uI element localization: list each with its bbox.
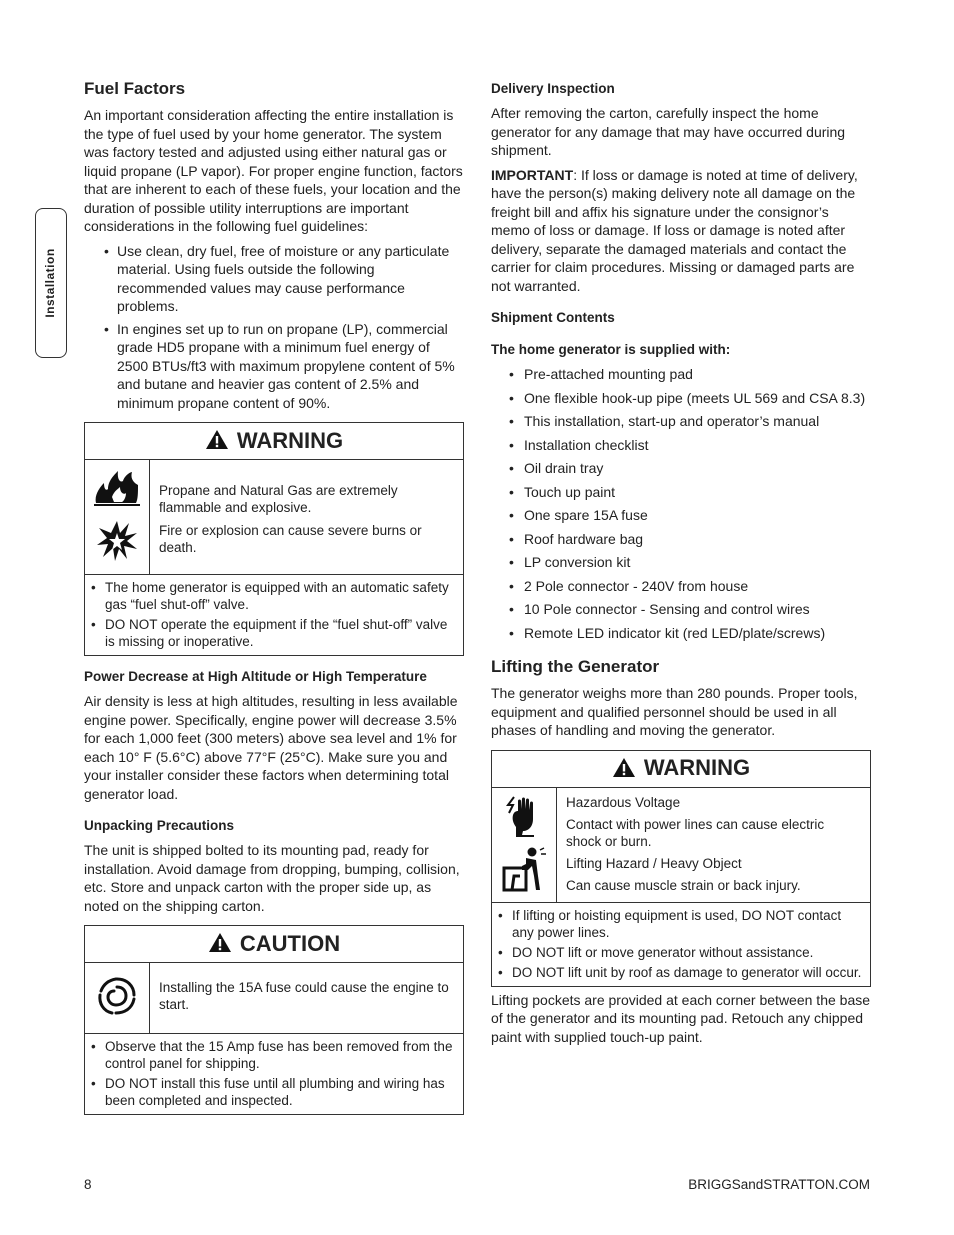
hazard-icons — [85, 460, 150, 574]
fuel-factors-heading: Fuel Factors — [84, 79, 186, 98]
caution-body — [85, 963, 463, 1034]
list-item: • Oil drain tray — [491, 459, 871, 478]
shipment-subheading: The home generator is supplied with: — [491, 342, 731, 357]
caution-label: CAUTION — [239, 930, 341, 956]
important-text: : If loss or damage is noted at time of delivery, have the person(s) making delivery note all damage on the freight bill and affix his signature under the consignor’s memo of loss or damage. If loss or damage is noted after delivery, separate the damaged materials and contact the carrier for claim procedures. Missing or damaged parts are not warranted. — [491, 166, 858, 294]
explosion-icon — [95, 519, 139, 568]
unpacking-text: The unit is shipped bolted to its mounting pad, ready for installation. Avoid damage from dropping, bumping, collision, etc. Store and unpack carton with the proper side up, as noted on the shipping carton. — [84, 842, 460, 914]
warning-message: Contact with power lines can cause electric shock or burn. — [566, 816, 825, 849]
fuel-guidelines-list — [84, 242, 464, 413]
delivery-text: After removing the carton, carefully inspect the home generator for any damage that may have occurred during shipment. — [491, 105, 846, 158]
hazard-icons — [492, 788, 557, 902]
lifting-pockets-text: Lifting pockets are provided at each corner between the base of the generator and its mounting pad. Retouch any chipped paint with supplied touch-up paint. — [491, 991, 871, 1045]
list-item: • Observe that the 15 Amp fuse has been removed from the control panel for shipping. — [85, 1038, 455, 1072]
list-item: • 2 Pole connector - 240V from house — [491, 577, 871, 596]
shipment-heading: Shipment Contents — [491, 310, 615, 325]
lifting-heading: Lifting the Generator — [491, 657, 660, 676]
list-item: • LP conversion kit — [491, 553, 871, 572]
warning-instructions — [492, 903, 870, 986]
list-item: • Remote LED indicator kit (red LED/plate/screws) — [491, 624, 871, 643]
list-item: • One spare 15A fuse — [491, 506, 871, 525]
list-item: • DO NOT lift unit by roof as damage to generator will occur. — [492, 964, 862, 981]
warning-message: Hazardous Voltage — [566, 794, 681, 810]
warning-message: Propane and Natural Gas are extremely flammable and explosive. — [159, 483, 398, 515]
caution-instructions — [85, 1034, 463, 1114]
warning-message: Fire or explosion can cause severe burns or death. — [159, 523, 422, 555]
list-item: • If lifting or hoisting equipment is used, DO NOT contact any power lines. — [492, 907, 862, 941]
list-item: • DO NOT lift or move generator without assistance. — [492, 944, 862, 961]
list-item: • One flexible hook-up pipe (meets UL 569 and CSA 8.3) — [491, 389, 871, 408]
warning-header — [492, 751, 870, 788]
delivery-heading: Delivery Inspection — [491, 81, 615, 96]
warning-message: Lifting Hazard / Heavy Object — [566, 855, 742, 871]
warning-label: WARNING — [236, 427, 344, 453]
warning-body — [492, 788, 870, 903]
electric-shock-icon — [504, 793, 544, 842]
fuel-factors-intro: An important consideration affecting the entire installation is the type of fuel used by your home generator. The system was factory tested and adjusted using either natural gas or liquid propane (LP vapor). For proper engine function, factors that are inherent to each of these fuels, your location and the duration of possible utility interruptions are important considerations in the following fuel guidelines: — [84, 107, 463, 234]
warning-messages — [150, 460, 463, 574]
list-item: • Touch up paint — [491, 483, 871, 502]
list-item: • Installation checklist — [491, 436, 871, 455]
list-item: • 10 Pole connector - Sensing and control wires — [491, 600, 871, 619]
caution-message: Installing the 15A fuse could cause the engine to start. — [159, 980, 449, 1012]
caution-header — [85, 926, 463, 963]
fuel-warning-box — [84, 422, 464, 656]
caution-box — [84, 925, 464, 1115]
shipment-contents-list — [491, 365, 871, 642]
delivery-important — [491, 166, 871, 296]
list-item: • Pre-attached mounting pad — [491, 365, 871, 384]
list-item: • DO NOT operate the equipment if the “fuel shut-off” valve is missing or inoperative. — [85, 616, 455, 650]
list-item: • DO NOT install this fuse until all plumbing and wiring has been completed and inspected. — [85, 1075, 455, 1109]
fire-icon — [92, 467, 142, 512]
power-decrease-heading: Power Decrease at High Altitude or High Temperature — [84, 669, 427, 684]
list-item: • The home generator is equipped with an automatic safety gas “fuel shut-off” valve. — [85, 579, 455, 613]
warning-instructions — [85, 575, 463, 655]
right-column — [491, 78, 871, 1052]
section-tab-label: Installation — [42, 248, 57, 318]
hazard-icons — [85, 963, 150, 1033]
unpacking-heading: Unpacking Precautions — [84, 818, 235, 833]
warning-triangle-icon — [612, 757, 636, 781]
heavy-object-icon — [500, 846, 548, 897]
important-label: IMPORTANT — [491, 166, 574, 183]
warning-message: Can cause muscle strain or back injury. — [566, 877, 801, 893]
left-column — [84, 78, 464, 1127]
website-link[interactable]: BRIGGSandSTRATTON.COM — [688, 1177, 870, 1192]
caution-message-wrap — [150, 963, 463, 1033]
power-decrease-text: Air density is less at high altitudes, resulting in less available engine power. Specifically, engine power will decrease 3.5% for each 1,000 feet (300 meters) above sea level and 1% for each 10° F (5.6°C) above 77°F (25°C). Make sure you and your installer consider these factors when determining total generator load. — [84, 693, 458, 802]
list-item: • This installation, start-up and operator’s manual — [491, 412, 871, 431]
page-number: 8 — [84, 1177, 92, 1192]
lifting-warning-box — [491, 750, 871, 987]
warning-messages — [557, 788, 870, 902]
lifting-text: The generator weighs more than 280 pounds. Proper tools, equipment and qualified personnel should be used in all phases of handling and moving the generator. — [491, 685, 858, 738]
warning-header — [85, 423, 463, 460]
list-item: • In engines set up to run on propane (LP), commercial grade HD5 propane with a minimum fuel energy of 2500 BTUs/ft3 with maximum propylene content of 5% and butane and heavier gas content of 2.5% and minimum propane content of 90%. — [84, 320, 464, 413]
warning-body — [85, 460, 463, 575]
warning-triangle-icon — [208, 932, 232, 956]
list-item: • Use clean, dry fuel, free of moisture or any particulate material. Using fuels outside the following recommended values may cause performance problems. — [84, 242, 464, 316]
warning-label: WARNING — [643, 755, 751, 781]
rotating-parts-icon — [94, 973, 140, 1024]
list-item: • Roof hardware bag — [491, 530, 871, 549]
warning-triangle-icon — [205, 429, 229, 453]
